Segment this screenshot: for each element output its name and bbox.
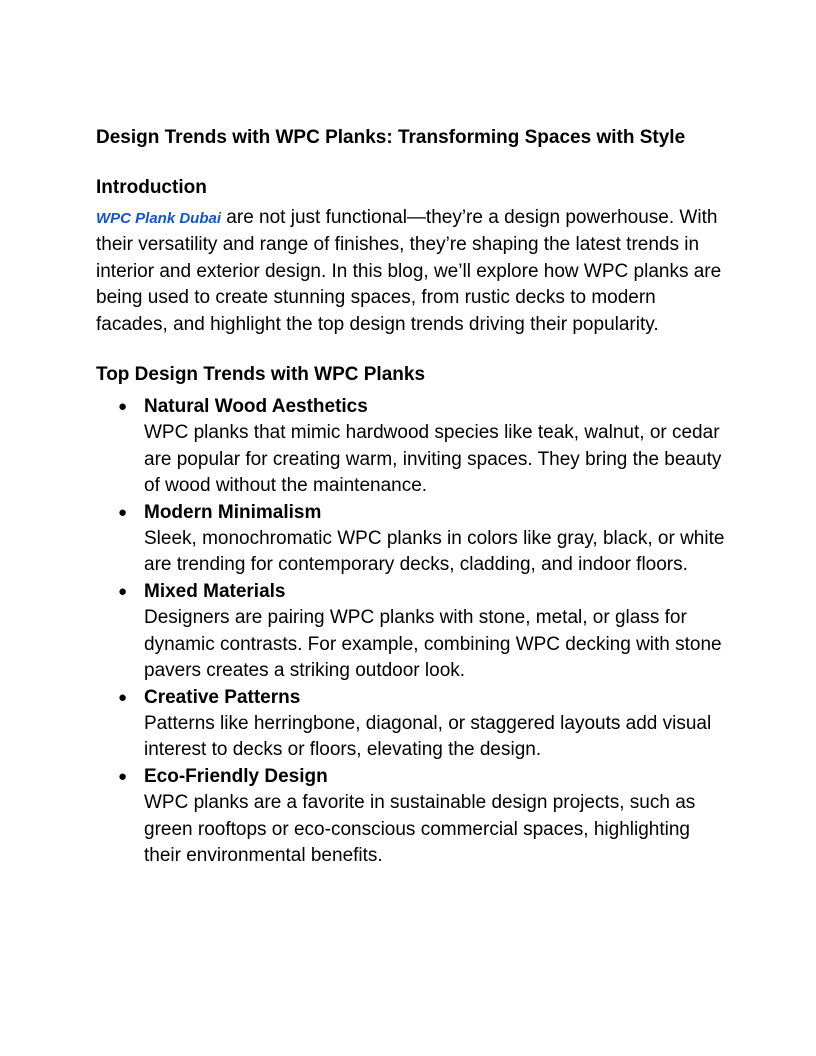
- list-item: [96, 764, 726, 870]
- trend-description: WPC planks are a favorite in sustainable design projects, such as green rooftops or eco-conscious commercial spaces, highlighting their environmental benefits.: [144, 792, 696, 866]
- trends-list: [96, 394, 726, 869]
- trend-title: Eco-Friendly Design: [144, 765, 328, 787]
- introduction-paragraph: [96, 205, 726, 338]
- introduction-heading: Introduction: [96, 177, 207, 198]
- trend-title: Natural Wood Aesthetics: [144, 396, 368, 418]
- trend-description: Sleek, monochromatic WPC planks in colors like gray, black, or white are trending for contemporary decks, cladding, and indoor floors.: [144, 528, 725, 576]
- list-item: [96, 685, 726, 764]
- trends-heading: Top Design Trends with WPC Planks: [96, 364, 426, 386]
- wpc-plank-dubai-link[interactable]: WPC Plank Dubai: [96, 210, 222, 227]
- trend-title: Mixed Materials: [144, 580, 286, 602]
- bullet-icon: ●: [118, 398, 128, 416]
- document-title: Design Trends with WPC Planks: Transforming Spaces with Style: [96, 127, 686, 148]
- bullet-icon: ●: [118, 688, 128, 706]
- trend-description: WPC planks that mimic hardwood species like teak, walnut, or cedar are popular for creating warm, inviting spaces. They bring the beauty of wood without the maintenance.: [144, 422, 722, 497]
- trend-description: Patterns like herringbone, diagonal, or staggered layouts add visual interest to decks or floors, elevating the design.: [144, 712, 712, 761]
- list-item: [96, 394, 726, 500]
- list-item: [96, 500, 726, 579]
- bullet-icon: ●: [118, 767, 128, 785]
- trend-title: Modern Minimalism: [144, 501, 322, 523]
- trend-description: Designers are pairing WPC planks with stone, metal, or glass for dynamic contrasts. For example, combining WPC decking with stone pavers creates a striking outdoor look.: [144, 607, 722, 682]
- introduction-body: are not just functional—they’re a design powerhouse. With their versatility and range of finishes, they’re shaping the latest trends in interior and exterior design. In this blog, we’ll explore how WPC planks are being used to create stunning spaces, from rustic decks to modern facades, and highlight the top design trends driving their popularity.: [96, 207, 722, 335]
- bullet-icon: ●: [118, 582, 128, 600]
- document-page: [96, 125, 726, 869]
- bullet-icon: ●: [118, 503, 128, 521]
- list-item: [96, 579, 726, 685]
- trend-title: Creative Patterns: [144, 686, 301, 708]
